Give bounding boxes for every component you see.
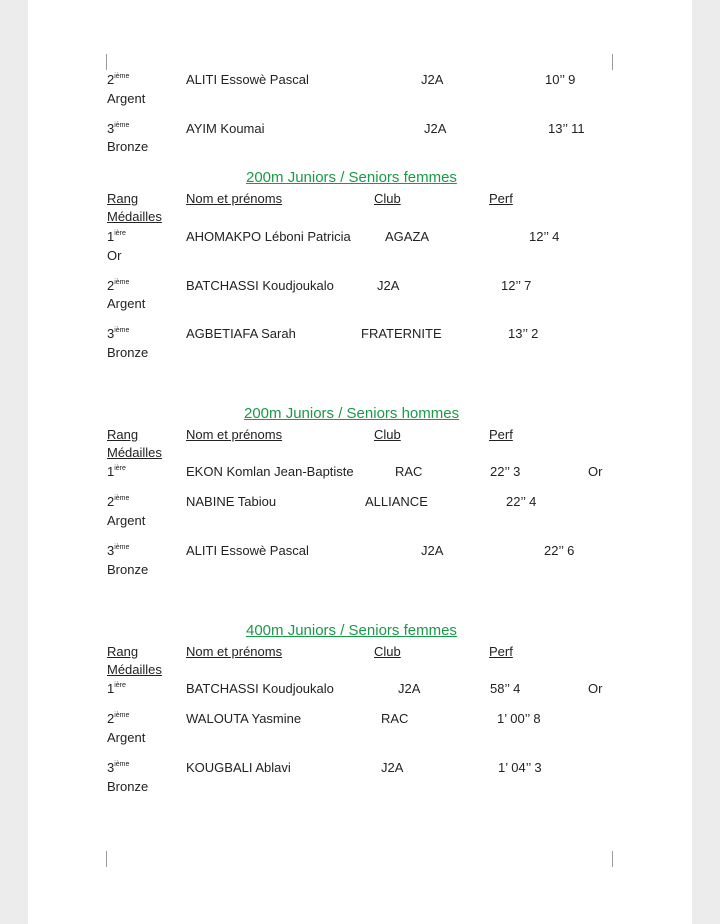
medal-cell: Bronze	[107, 345, 149, 360]
section-title: 200m Juniors / Seniors hommes	[244, 405, 460, 422]
section-title: 200m Juniors / Seniors femmes	[246, 169, 457, 186]
club-cell: J2A	[421, 72, 444, 87]
header-nom: Nom et prénoms	[186, 427, 283, 442]
perf-cell: 12’’ 4	[529, 229, 560, 244]
club-cell: J2A	[424, 121, 447, 136]
name-cell: BATCHASSI Koudjoukalo	[186, 278, 334, 293]
name-cell: EKON Komlan Jean-Baptiste	[186, 464, 354, 479]
rank-cell: 2ième	[107, 278, 130, 293]
document-page	[28, 0, 692, 924]
club-cell: J2A	[421, 543, 444, 558]
rank-cell: $1^{ière}$	[107, 229, 126, 244]
rank-cell: $1^{ière}$	[107, 681, 126, 696]
rank-cell: 3ième	[107, 543, 130, 558]
club-cell: AGAZA	[385, 229, 430, 244]
medal-cell: Bronze	[107, 562, 149, 577]
perf-cell: 22’’ 3	[490, 464, 521, 479]
name-cell: ALITI Essowè Pascal	[186, 72, 309, 87]
header-club: Club	[374, 191, 401, 206]
rank-cell: 3ième	[107, 760, 130, 775]
header-rang: Rang	[107, 191, 139, 206]
medal-cell: Argent	[107, 730, 146, 745]
perf-cell: 22’’ 6	[544, 543, 575, 558]
rank-cell: 3ième	[107, 121, 130, 136]
club-cell: RAC	[381, 711, 409, 726]
header-club: Club	[374, 427, 401, 442]
medal-cell: Argent	[107, 91, 146, 106]
header-nom: Nom et prénoms	[186, 191, 283, 206]
name-cell: KOUGBALI Ablavi	[186, 760, 291, 775]
medal-cell: Bronze	[107, 779, 149, 794]
header-nom: Nom et prénoms	[186, 644, 283, 659]
medal-cell: Or	[588, 464, 603, 479]
name-cell: WALOUTA Yasmine	[186, 711, 302, 726]
medal-cell: Bronze	[107, 139, 149, 154]
name-cell: NABINE Tabiou	[186, 494, 277, 509]
club-cell: FRATERNITE	[361, 326, 442, 341]
club-cell: RAC	[395, 464, 423, 479]
margin-mark-bottom-left	[106, 851, 107, 867]
margin-mark-bottom-right	[612, 851, 613, 867]
perf-cell: 1’ 00’’ 8	[497, 711, 541, 726]
header-club: Club	[374, 644, 401, 659]
section-title: 400m Juniors / Seniors femmes	[246, 622, 457, 639]
name-cell: AHOMAKPO Léboni Patricia	[186, 229, 351, 244]
header-medailles: Médailles	[107, 662, 162, 677]
perf-cell: 12’’ 7	[501, 278, 532, 293]
header-perf: Perf	[489, 191, 513, 206]
header-medailles: Médailles	[107, 445, 162, 460]
header-perf: Perf	[489, 427, 513, 442]
medal-cell: Argent	[107, 296, 146, 311]
margin-mark-top-right	[612, 54, 613, 70]
header-medailles: Médailles	[107, 209, 162, 224]
margin-mark-top-left	[106, 54, 107, 70]
club-cell: ALLIANCE	[365, 494, 428, 509]
perf-cell: 22’’ 4	[506, 494, 537, 509]
club-cell: J2A	[377, 278, 400, 293]
name-cell: BATCHASSI Koudjoukalo	[186, 681, 334, 696]
header-rang: Rang	[107, 427, 139, 442]
perf-cell: 1’ 04’’ 3	[498, 760, 542, 775]
club-cell: J2A	[398, 681, 421, 696]
header-rang: Rang	[107, 644, 139, 659]
medal-cell: Argent	[107, 513, 146, 528]
perf-cell: 13’’ 2	[508, 326, 539, 341]
header-perf: Perf	[489, 644, 513, 659]
name-cell: AGBETIAFA Sarah	[186, 326, 296, 341]
rank-cell: 2ième	[107, 711, 130, 726]
perf-cell: 58’’ 4	[490, 681, 521, 696]
name-cell: ALITI Essowè Pascal	[186, 543, 309, 558]
perf-cell: 10’’ 9	[545, 72, 576, 87]
club-cell: J2A	[381, 760, 404, 775]
rank-cell: 2ième	[107, 72, 130, 87]
rank-cell: 2ième	[107, 494, 130, 509]
medal-cell: Or	[107, 248, 122, 263]
rank-cell: 3ième	[107, 326, 130, 341]
medal-cell: Or	[588, 681, 603, 696]
rank-cell: $1^{ière}$	[107, 464, 126, 479]
perf-cell: 13’’ 11	[548, 121, 585, 136]
name-cell: AYIM Koumai	[186, 121, 265, 136]
